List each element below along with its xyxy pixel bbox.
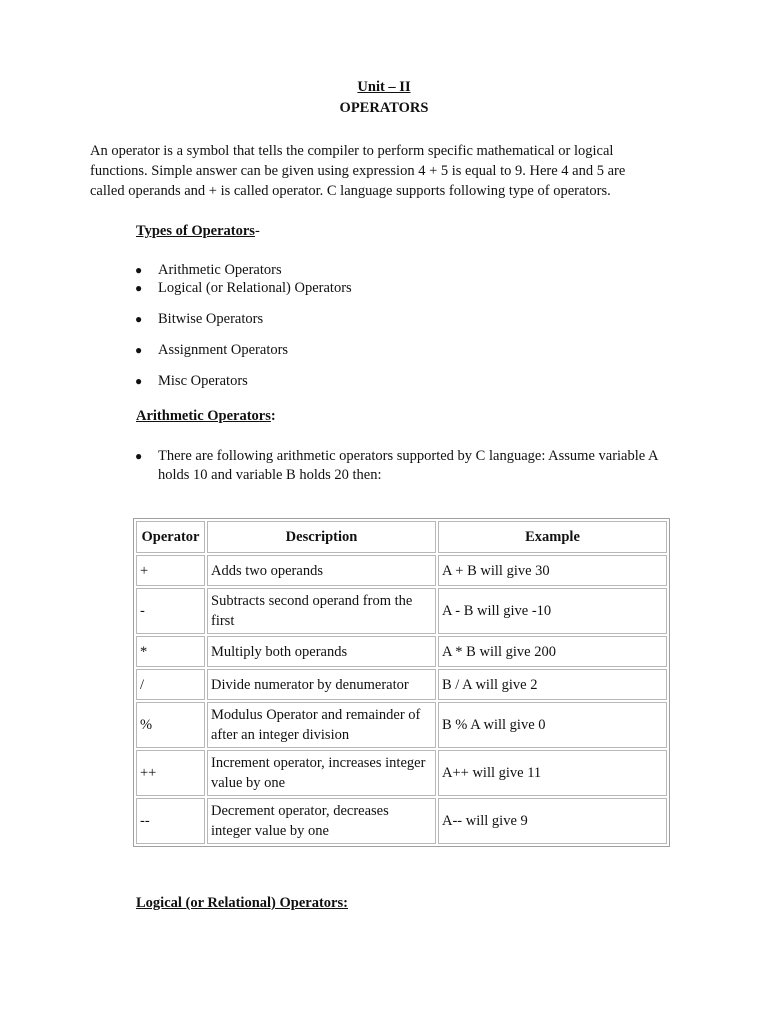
description-cell: Divide numerator by denumerator	[207, 669, 436, 700]
column-header-description: Description	[207, 521, 436, 553]
types-heading-text: Types of Operators	[136, 223, 255, 239]
list-item-text: Misc Operators	[158, 373, 248, 389]
example-cell: B % A will give 0	[438, 702, 667, 748]
list-item	[135, 372, 248, 390]
arithmetic-intro-text: There are following arithmetic operators supported by C language: Assume variable A holds 10 and variable B holds 20 then:	[158, 448, 658, 483]
example-cell: A++ will give 11	[438, 750, 667, 796]
operator-cell: /	[136, 669, 205, 700]
description-cell: Multiply both operands	[207, 636, 436, 667]
types-heading-suffix: -	[254, 223, 260, 239]
bullet-icon: ●	[135, 312, 143, 326]
bullet-icon: ●	[135, 343, 143, 357]
description-cell: Decrement operator, decreases integer value by one	[207, 798, 436, 844]
table-header-row	[136, 521, 667, 553]
table-row	[136, 798, 667, 844]
example-cell: A * B will give 200	[438, 636, 667, 667]
table-row	[136, 588, 667, 634]
example-cell: A - B will give -10	[438, 588, 667, 634]
types-heading	[136, 223, 260, 240]
list-item-text: Arithmetic Operators	[158, 262, 282, 278]
arithmetic-operators-table	[133, 518, 670, 847]
bullet-icon: ●	[135, 263, 143, 277]
list-item-text: Logical (or Relational) Operators	[158, 280, 352, 296]
description-cell: Modulus Operator and remainder of after an integer division	[207, 702, 436, 748]
list-item-text: Bitwise Operators	[158, 311, 264, 327]
example-cell: B / A will give 2	[438, 669, 667, 700]
operator-cell: *	[136, 636, 205, 667]
operator-cell: --	[136, 798, 205, 844]
logical-heading: Logical (or Relational) Operators:	[136, 895, 348, 911]
bullet-icon: ●	[135, 374, 143, 388]
list-item	[135, 261, 282, 279]
description-cell: Subtracts second operand from the first	[207, 588, 436, 634]
example-cell: A + B will give 30	[438, 555, 667, 586]
list-item	[135, 341, 288, 359]
operator-cell: %	[136, 702, 205, 748]
column-header-operator: Operator	[136, 521, 205, 553]
table-row	[136, 702, 667, 748]
intro-paragraph: An operator is a symbol that tells the compiler to perform specific mathematical or logical functions. Simple answer can be given using expression 4 + 5 is equal to 9. Here 4 and 5 are called operands and + is called operator. C language supports following type of operators.	[90, 143, 626, 199]
table-row	[136, 636, 667, 667]
bullet-icon: ●	[135, 449, 143, 463]
arithmetic-heading-suffix: :	[270, 408, 276, 424]
operator-cell: ++	[136, 750, 205, 796]
list-item	[135, 447, 675, 485]
page-title: OPERATORS	[339, 100, 429, 116]
arithmetic-heading-text: Arithmetic Operators	[136, 408, 271, 424]
unit-heading: Unit – II	[357, 79, 411, 95]
example-cell: A-- will give 9	[438, 798, 667, 844]
table-row	[136, 555, 667, 586]
bullet-icon: ●	[135, 281, 143, 295]
description-cell: Adds two operands	[207, 555, 436, 586]
arithmetic-heading	[136, 408, 276, 425]
list-item-text: Assignment Operators	[158, 342, 289, 358]
table-row	[136, 669, 667, 700]
list-item	[135, 279, 352, 297]
column-header-example: Example	[438, 521, 667, 553]
table-row	[136, 750, 667, 796]
operator-cell: +	[136, 555, 205, 586]
description-cell: Increment operator, increases integer value by one	[207, 750, 436, 796]
operator-cell: -	[136, 588, 205, 634]
list-item	[135, 310, 263, 328]
